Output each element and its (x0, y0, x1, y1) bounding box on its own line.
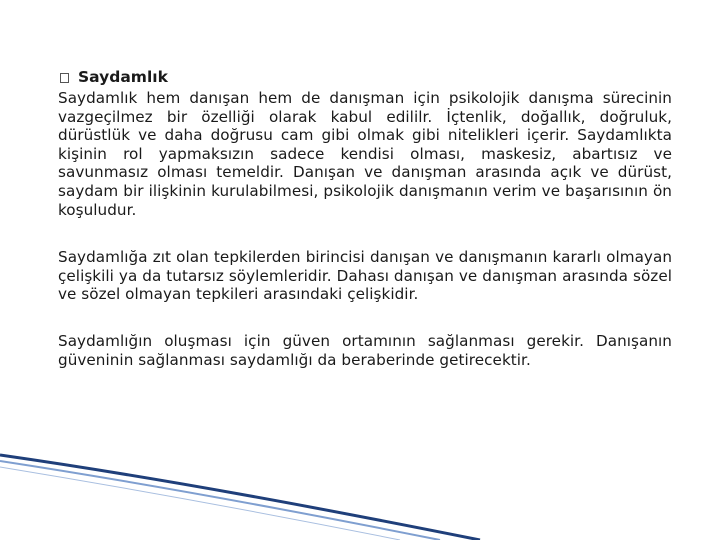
paragraph-2: Saydamlığa zıt olan tepkilerden birincisi danışan ve danışmanın kararlı olmayan çelişkili ya da tutarsız söylemleridir. Dahası danışan ve danışman arasında sözel ve sözel olmayan tepkileri arasındaki çelişkidir. (58, 248, 672, 304)
footer-swoosh-decoration (0, 450, 720, 540)
slide-content (58, 66, 672, 369)
paragraph-1: Saydamlık hem danışan hem de danışman için psikolojik danışma sürecinin vazgeçilmez bir özelliği olarak kabul edililr. İçtenlik, doğallık, doğruluk, dürüstlük ve daha doğrusu cam gibi olmak gibi nitelikleri içerir. Saydamlıkta kişinin rol yapmaksızın sadece kendisi olması, maskesiz, abartısız ve savunmasız olması temeldir. Danışan ve danışman arasında açık ve dürüst, saydam bir ilişkinin kurulabilmesi, psikolojik danışmanın verim ve başarısının ön koşuludur. (58, 89, 672, 219)
paragraph-3: Saydamlığın oluşması için güven ortamının sağlanması gerekir. Danışanın güveninin sağlanması saydamlığı da beraberinde getirecektir. (58, 331, 672, 369)
square-bullet-icon (60, 73, 69, 83)
section-heading: Saydamlık (78, 68, 168, 86)
bullet-heading-row (60, 66, 672, 88)
